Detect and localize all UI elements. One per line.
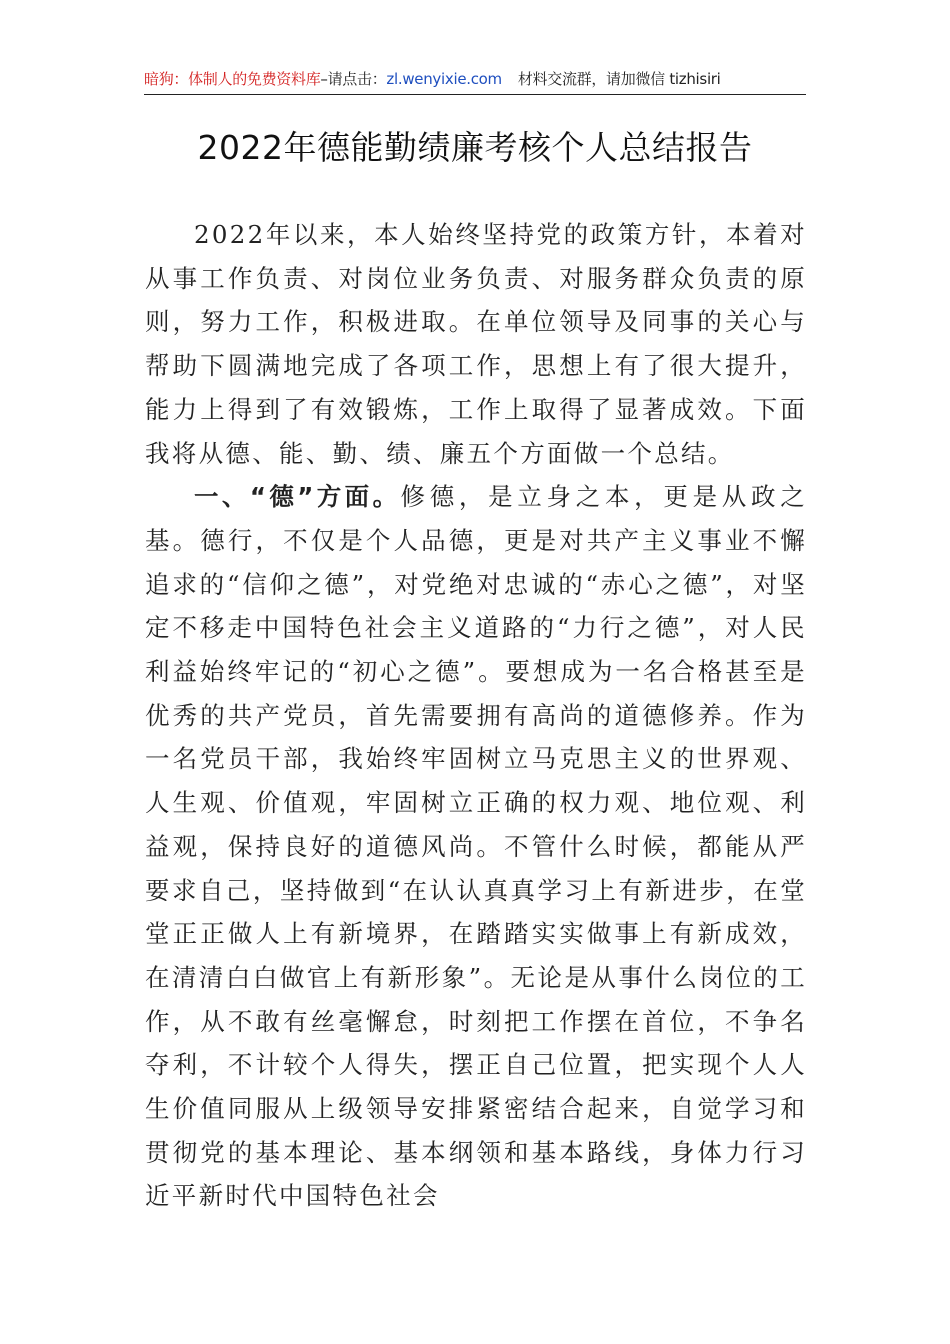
section-1-paragraph	[145, 475, 807, 1218]
header-divider	[144, 94, 806, 95]
section-1-body: 修德，是立身之本，更是从政之基。德行，不仅是个人品德，更是对共产主义事业不懈追求的“信仰之德”，对党绝对忠诚的“赤心之德”，对坚定不移走中国特色社会主义道路的“力行之德”，对人民利益始终牢记的“初心之德”。要想成为一名合格甚至是优秀的共产党员，首先需要拥有高尚的道德修养。作为一名党员干部，我始终牢固树立马克思主义的世界观、人生观、价值观，牢固树立正确的权力观、地位观、利益观，保持良好的道德风尚。不管什么时候，都能从严要求自己，坚持做到“在认认真真学习上有新进步，在堂堂正正做人上有新境界，在踏踏实实做事上有新成效，在清清白白做官上有新形象”。无论是从事什么岗位的工作，从不敢有丝毫懈怠，时刻把工作摆在首位，不争名夺利，不计较个人得失，摆正自己位置，把实现个人人生价值同服从上级领导安排紧密结合起来，自觉学习和贯彻党的基本理论、基本纲领和基本路线，身体力行习近平新时代中国特色社会	[145, 482, 807, 1211]
intro-paragraph: 2022年以来，本人始终坚持党的政策方针，本着对从事工作负责、对岗位业务负责、对服务群众负责的原则，努力工作，积极进取。在单位领导及同事的关心与帮助下圆满地完成了各项工作，思想上有了很大提升，能力上得到了有效锻炼，工作上取得了显著成效。下面我将从德、能、勤、绩、廉五个方面做一个总结。	[145, 220, 807, 468]
header-url-link[interactable]: zl.wenyixie.com	[386, 70, 502, 88]
page-header	[144, 64, 806, 94]
header-click-prompt: –请点击：	[320, 70, 387, 88]
page-title: 2022年德能勤绩廉考核个人总结报告	[197, 128, 753, 167]
document-body	[145, 213, 807, 1218]
section-1-heading: 一、“德”方面。	[194, 482, 401, 512]
header-contact: 材料交流群，请加微信 tizhisiri	[517, 70, 721, 88]
header-brand: 暗狗：体制人的免费资料库	[144, 70, 321, 88]
